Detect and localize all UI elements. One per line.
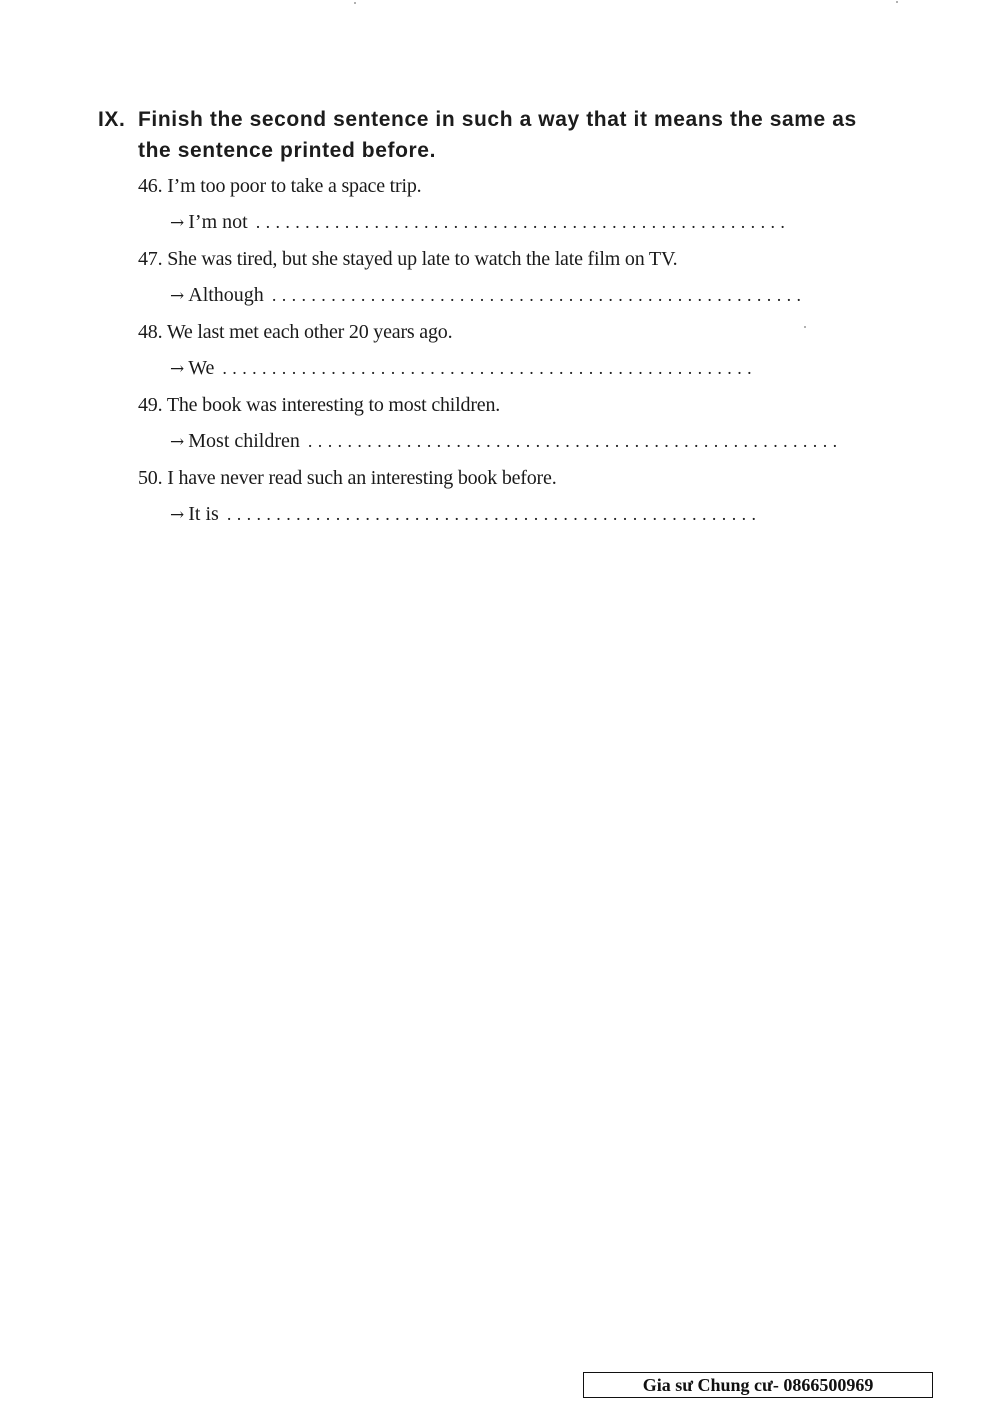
scan-speck xyxy=(896,1,898,3)
arrow-right-icon: → xyxy=(170,432,185,452)
exercise-list xyxy=(138,170,858,535)
sentence-text: She was tired, but she stayed up late to watch the late film on TV. xyxy=(167,248,678,270)
sentence-stem: It is xyxy=(188,503,219,525)
sentence-stem: I’m not xyxy=(188,211,248,233)
answer-blank[interactable]: ...................................................... xyxy=(226,504,762,524)
rewrite-line[interactable] xyxy=(138,279,858,316)
sentence-stem: Most children xyxy=(188,430,300,452)
section-title-line2: the sentence printed before. xyxy=(138,139,437,162)
scan-speck xyxy=(804,326,806,328)
section-number: IX. xyxy=(98,108,126,131)
item-number: 46. xyxy=(138,175,163,197)
arrow-right-icon: → xyxy=(170,505,185,525)
original-sentence xyxy=(138,170,858,206)
arrow-right-icon: → xyxy=(170,286,185,306)
exercise-item-50 xyxy=(138,462,858,535)
item-number: 49. xyxy=(138,394,163,416)
exercise-item-47 xyxy=(138,243,858,316)
footer-label: Gia sư Chung cư- 0866500969 xyxy=(583,1372,933,1398)
sentence-text: I have never read such an interesting book before. xyxy=(167,467,557,489)
answer-blank[interactable]: ...................................................... xyxy=(222,358,758,378)
rewrite-line[interactable] xyxy=(138,498,858,535)
item-number: 48. xyxy=(138,321,163,343)
item-number: 50. xyxy=(138,467,163,489)
original-sentence xyxy=(138,462,858,498)
original-sentence xyxy=(138,316,858,352)
rewrite-line[interactable] xyxy=(138,425,858,462)
scan-speck xyxy=(354,2,356,4)
sentence-text: I’m too poor to take a space trip. xyxy=(167,175,422,197)
rewrite-line[interactable] xyxy=(138,206,858,243)
item-number: 47. xyxy=(138,248,163,270)
section-title-line1: Finish the second sentence in such a way that it means the same as xyxy=(138,108,857,131)
exercise-item-46 xyxy=(138,170,858,243)
answer-blank[interactable]: ...................................................... xyxy=(255,212,791,232)
rewrite-line[interactable] xyxy=(138,352,858,389)
exercise-item-49 xyxy=(138,389,858,462)
section-heading xyxy=(98,104,898,166)
answer-blank[interactable]: ...................................................... xyxy=(307,431,843,451)
original-sentence xyxy=(138,389,858,425)
answer-blank[interactable]: ...................................................... xyxy=(271,285,807,305)
sentence-text: We last met each other 20 years ago. xyxy=(166,321,453,343)
original-sentence xyxy=(138,243,858,279)
arrow-right-icon: → xyxy=(170,213,185,233)
sentence-stem: We xyxy=(188,357,215,379)
sentence-stem: Although xyxy=(188,284,264,306)
arrow-right-icon: → xyxy=(170,359,185,379)
sentence-text: The book was interesting to most children. xyxy=(166,394,501,416)
exercise-item-48 xyxy=(138,316,858,389)
